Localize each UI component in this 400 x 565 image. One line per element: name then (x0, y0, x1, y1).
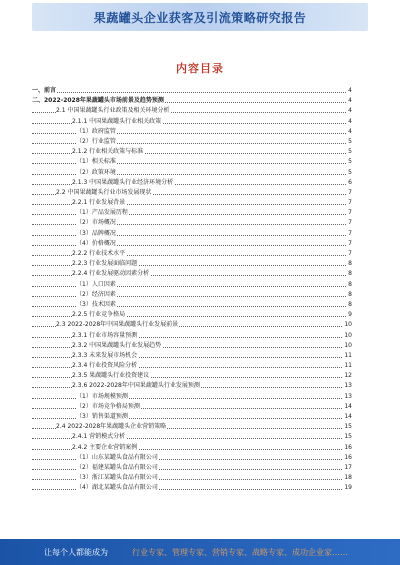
toc-entry-page: 8 (348, 300, 352, 308)
toc-entry-title: （4）价格概况 (76, 239, 116, 247)
toc-entry[interactable] (32, 381, 352, 391)
toc-entry-title: （2）福建某罐头食品有限公司 (76, 463, 158, 471)
toc-entry-title: （1）山东某罐头食品有限公司 (76, 453, 158, 461)
footer-tags: 行业专家、管理专家、营销专家、战略专家、成功企业家…… (132, 548, 348, 557)
toc-entry-page: 7 (348, 229, 352, 237)
toc-entry-title: （3）品牌概况 (76, 229, 116, 237)
toc-entry-page: 4 (348, 97, 352, 105)
toc-entry[interactable] (32, 188, 352, 198)
toc-entry-page: 7 (348, 188, 352, 196)
toc-entry-page: 11 (344, 362, 352, 370)
toc-entry-page: 8 (348, 280, 352, 288)
toc-entry-page: 19 (344, 484, 352, 492)
toc-entry[interactable] (32, 96, 352, 106)
toc-entry[interactable] (32, 453, 352, 463)
toc-entry-page: 16 (344, 443, 352, 451)
toc-entry[interactable] (32, 229, 352, 239)
toc-entry[interactable] (32, 483, 352, 493)
toc-entry-title: （3）技术因素 (76, 300, 116, 308)
toc-entry-page: 9 (348, 311, 352, 319)
toc-entry[interactable] (32, 341, 352, 351)
toc-entry-page: 14 (344, 413, 352, 420)
toc-entry[interactable] (32, 443, 352, 453)
toc-entry-title: 2.1.2 行业相关政策与标准 (72, 148, 144, 156)
toc-entry-page: 7 (348, 199, 352, 207)
toc-entry[interactable] (32, 290, 352, 300)
toc-entry-title: 2.1 中国果蔬罐头行业政策及相关环境分析 (56, 107, 170, 115)
toc-entry-page: 13 (344, 382, 352, 390)
toc-entry[interactable] (32, 371, 352, 381)
toc-entry-page: 7 (348, 250, 352, 257)
toc-entry[interactable] (32, 168, 352, 178)
toc-entry-title: 2.4 2022-2028年果蔬罐头企业营销策略 (56, 423, 167, 431)
toc-entry-page: 14 (344, 402, 352, 410)
toc-entry-title: 2.2.2 行业技术水平 (72, 250, 126, 257)
toc-entry[interactable] (32, 402, 352, 412)
toc-entry[interactable] (32, 147, 352, 157)
toc-entry[interactable] (32, 137, 352, 147)
toc-entry-title: （1）政府监管 (76, 127, 116, 135)
toc-entry-page: 4 (348, 107, 352, 115)
toc-entry-title: （3）销售渠道预测 (76, 413, 128, 420)
report-title: 果蔬罐头企业获客及引流策略研究报告 (93, 11, 307, 25)
toc-entry[interactable] (32, 249, 352, 259)
toc-entry-title: 2.2 中国果蔬罐头行业市场发展现状 (56, 188, 152, 196)
toc-entry[interactable] (32, 259, 352, 269)
footer-banner (0, 539, 400, 565)
toc-entry[interactable] (32, 432, 352, 442)
toc-entry-page: 17 (344, 463, 352, 471)
toc-entry-page: 16 (344, 453, 352, 461)
toc-entry-title: 二、2022-2028年果蔬罐头市场前景及趋势预测 (32, 97, 164, 105)
toc-entry-page: 10 (344, 331, 352, 339)
toc-entry[interactable] (32, 198, 352, 208)
toc-entry[interactable] (32, 157, 352, 167)
toc-entry-title: （1）相关标准 (76, 158, 116, 166)
toc-entry-title: 2.2.3 行业发展面临问题 (72, 260, 138, 268)
toc-entry-title: （1）人口因素 (76, 280, 116, 288)
toc-entry[interactable] (32, 106, 352, 116)
toc-entry-title: 2.3.4 行业投资风险分析 (72, 362, 138, 370)
table-of-contents (32, 86, 352, 494)
toc-entry-title: 2.3.1 行业市场容量预测 (72, 331, 138, 339)
toc-entry-page: 10 (344, 321, 352, 329)
toc-entry[interactable] (32, 178, 352, 188)
toc-entry-page: 10 (344, 341, 352, 349)
toc-entry-title: （2）市场概况 (76, 219, 116, 227)
toc-entry-page: 15 (344, 433, 352, 441)
toc-entry-page: 15 (344, 423, 352, 431)
toc-entry-title: 2.3.2 中国果蔬罐头行业发展趋势 (72, 341, 162, 349)
toc-entry-page: 5 (348, 137, 352, 145)
toc-entry[interactable] (32, 320, 352, 330)
toc-entry[interactable] (32, 280, 352, 290)
toc-entry-title: 2.3.3 未来发展市场机会 (72, 351, 138, 359)
toc-entry[interactable] (32, 463, 352, 473)
toc-entry-page: 5 (348, 158, 352, 166)
toc-entry-title: 2.4.2 主要企业营销案例 (72, 443, 138, 451)
toc-entry-title: （3）浙江某罐头食品有限公司 (76, 474, 158, 482)
toc-entry-page: 6 (348, 178, 352, 186)
toc-entry-title: 2.1.3 中国果蔬罐头行业经济环境分析 (72, 178, 174, 186)
toc-entry-page: 5 (348, 168, 352, 176)
toc-entry-page: 5 (348, 148, 352, 156)
toc-entry-page: 4 (348, 127, 352, 135)
toc-entry-title: 2.2.1 行业发展背景 (72, 199, 126, 207)
toc-entry[interactable] (32, 127, 352, 137)
toc-entry-page: 8 (348, 260, 352, 268)
toc-leader-dots (32, 92, 346, 93)
footer-slogan: 让每个人都能成为 (44, 548, 108, 557)
toc-entry-page: 7 (348, 219, 352, 227)
report-header (0, 0, 400, 34)
toc-entry[interactable] (32, 392, 352, 402)
toc-entry-page: 8 (348, 290, 352, 298)
toc-entry-page: 12 (344, 372, 352, 380)
toc-entry-title: 2.1.1 中国果蔬罐头行业相关政策 (72, 117, 162, 125)
toc-entry[interactable] (32, 208, 352, 218)
toc-entry-title: 2.2.4 行业发展驱动因素分析 (72, 270, 150, 278)
toc-entry-page: 18 (344, 474, 352, 482)
toc-entry[interactable] (32, 218, 352, 228)
toc-entry[interactable] (32, 422, 352, 432)
toc-entry-page: 7 (348, 239, 352, 247)
toc-entry[interactable] (32, 331, 352, 341)
toc-entry-page: 11 (344, 351, 352, 359)
toc-entry-title: （2）政策环境 (76, 168, 116, 176)
toc-heading: 内容目录 (176, 62, 224, 75)
toc-entry[interactable] (32, 473, 352, 483)
toc-entry-title: 一、前言 (32, 87, 57, 94)
toc-entry[interactable] (32, 239, 352, 249)
toc-entry[interactable] (32, 310, 352, 320)
toc-entry-title: 2.3.6 2022-2028年中国果蔬罐头行业发展预测 (72, 382, 200, 390)
toc-entry-title: 2.2.5 行业竞争格局 (72, 311, 126, 319)
toc-entry[interactable] (32, 117, 352, 127)
toc-entry-title: （1）市场规模预测 (76, 392, 128, 400)
toc-entry-title: （1）产品发展历程 (76, 209, 128, 217)
toc-entry-page: 7 (348, 209, 352, 217)
toc-entry[interactable] (32, 351, 352, 361)
toc-entry-title: 2.3 2022-2028年中国果蔬罐头行业发展前景 (56, 321, 179, 329)
toc-entry-title: （2）市场竞争格局预测 (76, 402, 140, 410)
toc-entry-title: 2.3.5 果蔬罐头行业投资建议 (72, 372, 150, 380)
toc-entry-page: 8 (348, 270, 352, 278)
toc-entry-page: 4 (348, 117, 352, 125)
toc-entry[interactable] (32, 300, 352, 310)
toc-entry-title: （4）湖北某罐头食品有限公司 (76, 484, 158, 492)
toc-entry[interactable] (32, 269, 352, 279)
toc-entry-page: 4 (348, 87, 352, 94)
toc-entry-title: 2.4.1 营销模式分析 (72, 433, 126, 441)
toc-entry-page: 13 (344, 392, 352, 400)
toc-entry[interactable] (32, 361, 352, 371)
toc-entry-title: （2）行业监管 (76, 137, 116, 145)
toc-entry[interactable] (32, 86, 352, 96)
toc-entry-title: （2）经济因素 (76, 290, 116, 298)
toc-entry[interactable] (32, 412, 352, 422)
